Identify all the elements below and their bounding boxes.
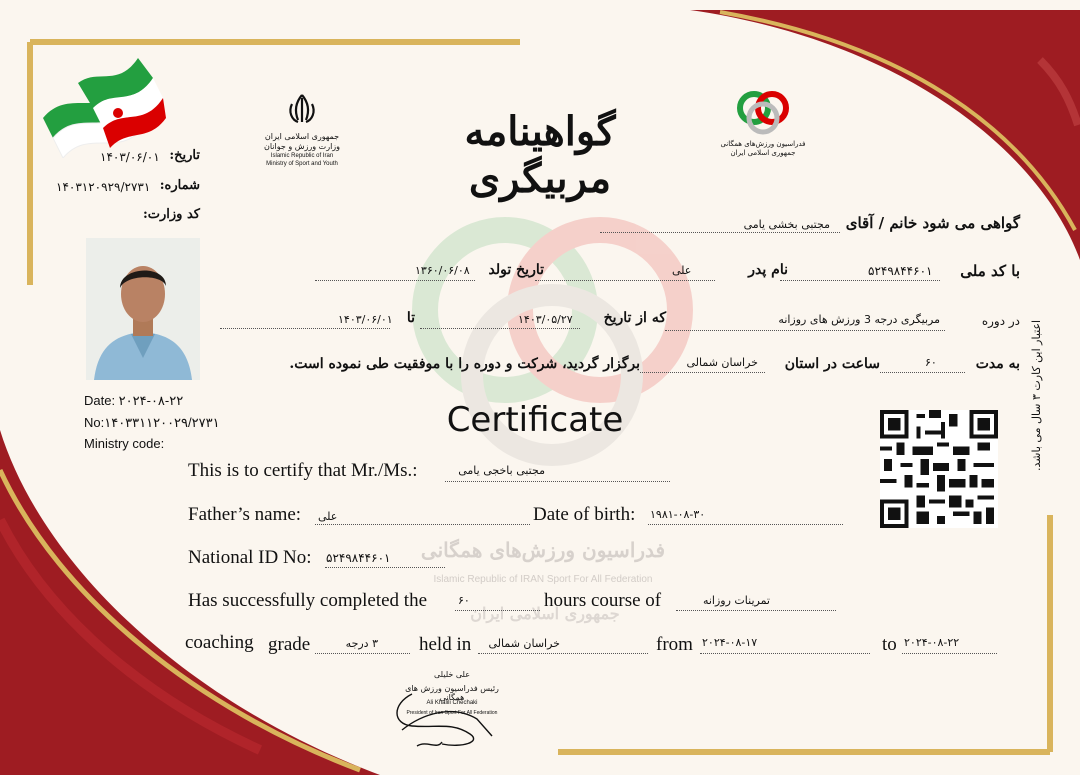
- signer-name-fa: علی خلیلی: [434, 670, 470, 679]
- certificate-heading-en: Certificate: [446, 400, 624, 440]
- en-nid-line: [325, 567, 445, 568]
- en-to-label: to: [882, 634, 897, 655]
- en-name-line: [445, 481, 670, 482]
- watermark-fa2: جمهوری اسلامی ایران: [470, 604, 620, 623]
- en-from-value: ۲۰۲۴-۰۸-۱۷: [702, 636, 758, 649]
- number-value-fa: ۱۴۰۳۱۲۰۹۲۹/۲۷۳۱: [56, 180, 151, 194]
- fa-birth-line: [315, 280, 475, 281]
- holder-photo: [86, 238, 200, 380]
- en-nid-value: ۵۲۴۹۸۴۴۶۰۱: [326, 551, 391, 565]
- fa-birth-value: ۱۳۶۰/۰۶/۰۸: [415, 264, 470, 277]
- federation-logo: [718, 88, 808, 158]
- date-label-fa: تاریخ:: [169, 148, 200, 163]
- fa-from-value: ۱۴۰۳/۰۵/۲۷: [518, 313, 573, 326]
- date-value-fa: ۱۴۰۳/۰۶/۰۱: [100, 150, 160, 164]
- signer-title-en: President of Iran Sport For All Federation: [406, 710, 498, 716]
- ministry-en-line1: Islamic Republic of Iran: [270, 153, 334, 159]
- fa-from-label: که از تاریخ: [603, 310, 666, 326]
- ministry-fa-line1: جمهوری اسلامی ایران: [264, 132, 340, 141]
- ministry-fa-line2: وزارت ورزش و جوانان: [263, 142, 341, 151]
- ministry-code-label-fa: کد وزارت:: [142, 207, 200, 222]
- en-held-value: خراسان شمالی: [488, 637, 560, 650]
- fa-to-value: ۱۴۰۳/۰۶/۰۱: [338, 313, 393, 326]
- fa-nid-value: ۵۲۴۹۸۴۴۶۰۱: [868, 264, 933, 278]
- signature-block: [382, 664, 522, 754]
- fa-course-line: [665, 330, 945, 331]
- fa-name-line: [600, 232, 840, 233]
- fa-from-line: [420, 328, 580, 329]
- federation-fa-line1: فدراسیون ورزش‌های همگانی: [720, 140, 806, 148]
- en-father-value: علی: [318, 510, 338, 523]
- en-father-label: Father’s name:: [188, 504, 302, 525]
- fa-to-label: تا: [406, 310, 415, 326]
- ministry-code-en: Ministry code:: [84, 436, 165, 451]
- iran-emblem-icon: [284, 92, 320, 128]
- fa-duration-label: به مدت: [975, 356, 1020, 372]
- signer-name-en: Ali Khalili Chechaki: [426, 700, 478, 706]
- date-en: Date: ۲۰۲۴-۰۸-۲۲: [84, 393, 184, 408]
- en-hours-label: hours course of: [544, 590, 662, 611]
- fa-closing-text: برگزار گردید، شرکت و دوره را با موفقیت طی نموده است.: [289, 356, 640, 372]
- en-from-label: from: [656, 634, 693, 655]
- en-to-value: ۲۰۲۴-۰۸-۲۲: [904, 636, 960, 649]
- ministry-en-line2: Ministry of Sport and Youth: [266, 161, 338, 167]
- fa-father-label: نام پدر: [748, 262, 788, 278]
- en-course-value: تمرینات روزانه: [702, 594, 770, 607]
- watermark-en: Islamic Republic of IRAN Sport For All Federation: [433, 574, 653, 585]
- en-dob-label: Date of birth:: [533, 504, 636, 525]
- qr-code-icon: [880, 410, 998, 528]
- fa-province-value: خراسان شمالی: [686, 356, 758, 369]
- fa-name-value: مجتبی بخشی یامی: [743, 218, 830, 231]
- en-certify-label: This is to certify that Mr./Ms.:: [188, 460, 418, 481]
- certificate-title-fa: گواهینامه مربیگری: [464, 108, 616, 202]
- number-label-fa: شماره:: [159, 178, 200, 193]
- en-from-line: [700, 653, 870, 654]
- en-completed-label: Has successfully completed the: [188, 590, 428, 611]
- en-name-value: مجتبی باخجی یامی: [458, 464, 545, 477]
- en-nid-label: National ID No:: [188, 547, 312, 568]
- fa-nid-line: [780, 280, 940, 281]
- iran-flag-icon: [38, 48, 168, 158]
- signature-scribble-icon: [382, 664, 522, 754]
- en-dob-line: [648, 524, 843, 525]
- en-held-line: [478, 653, 648, 654]
- en-hours-line: [455, 610, 540, 611]
- federation-rings-icon: [732, 88, 794, 136]
- fa-province-line: [640, 372, 765, 373]
- fa-to-line: [220, 328, 390, 329]
- en-dob-value: ۱۹۸۱-۰۸-۳۰: [650, 508, 706, 521]
- fa-course-value: مربیگری درجه 3 ورزش های روزانه: [778, 313, 940, 326]
- en-father-line: [315, 524, 530, 525]
- fa-birth-label: تاریخ تولد: [488, 262, 544, 278]
- en-hours-value: ۶۰: [458, 594, 470, 607]
- person-photo-icon: [86, 238, 200, 380]
- fa-course-label: در دوره: [981, 314, 1020, 328]
- en-held-label: held in: [419, 634, 472, 655]
- en-grade-label: grade: [268, 634, 311, 655]
- signer-title-fa: رئیس فدراسیون ورزش های همگانی: [405, 684, 499, 702]
- fa-hours-value: ۶۰: [925, 356, 937, 369]
- fa-father-line: [535, 280, 715, 281]
- fa-certify-label: گواهی می شود خانم / آقای: [845, 214, 1020, 232]
- en-grade-value: ۳ درجه: [345, 637, 378, 650]
- fa-nid-label: با کد ملی: [960, 262, 1020, 280]
- validity-note: اعتبار این کارت ۳ سال می باشد.: [1030, 320, 1043, 472]
- en-to-line: [902, 653, 997, 654]
- number-en: No:۱۴۰۳۳۱۱۲۰۰۲۹/۲۷۳۱: [84, 415, 220, 430]
- ministry-logo: [262, 92, 342, 168]
- en-course-line: [676, 610, 836, 611]
- en-coaching-label: coaching: [185, 632, 254, 653]
- federation-fa-line2: جمهوری اسلامی ایران: [730, 149, 796, 157]
- en-grade-line: [315, 653, 410, 654]
- watermark-fa: فدراسیون ورزش‌های همگانی: [420, 538, 666, 562]
- fa-father-value: علی: [672, 264, 692, 277]
- fa-hours-line: [880, 372, 965, 373]
- fa-hours-label: ساعت در استان: [784, 356, 880, 372]
